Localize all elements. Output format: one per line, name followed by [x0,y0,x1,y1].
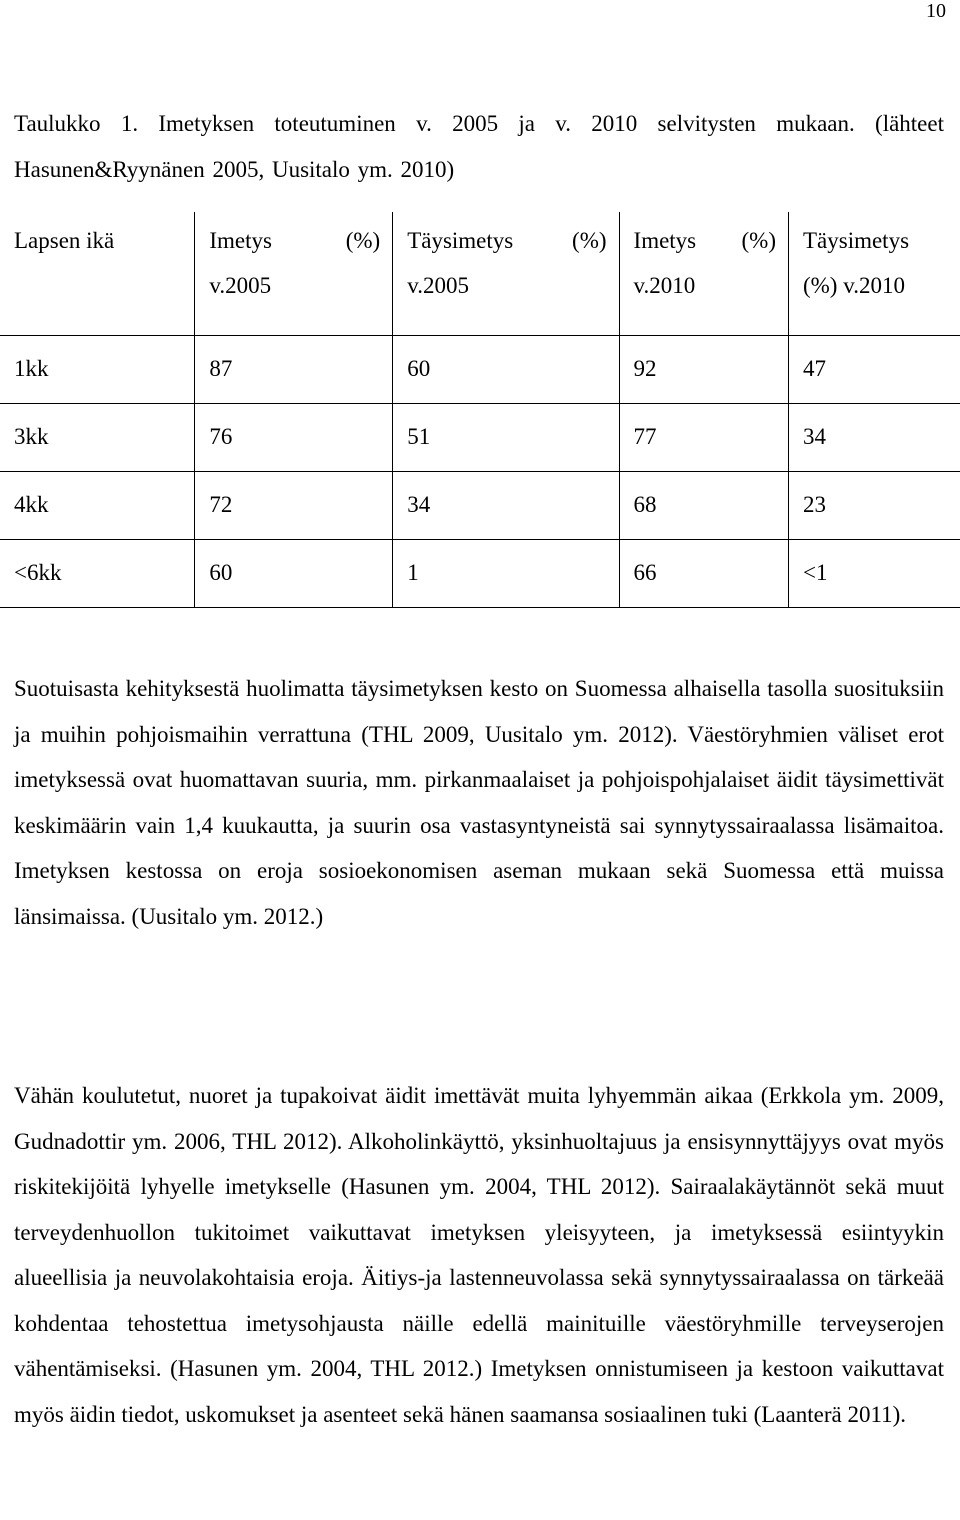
table-cell: 23 [788,472,960,540]
header-unit: (%) [345,228,381,253]
table-cell: 1 [393,540,619,608]
table-cell: <1 [788,540,960,608]
table-cell: 1kk [0,336,195,404]
table-cell: 3kk [0,404,195,472]
table-header-row [0,212,960,336]
breastfeeding-table [0,212,960,608]
header-year: v.2005 [209,273,272,298]
header-cell-imetys-2010 [619,212,788,336]
body-paragraph: Vähän koulutetut, nuoret ja tupakoivat äidit imettävät muita lyhyemmän aikaa (Erkkola ym. 2009, Gudnadottir ym. 2006, THL 2012). Alkoholinkäyttö, yksinhuoltajuus ja ensisynnyttäjyys ovat myös riskitekijöitä lyhyelle imetykselle (Hasunen ym. 2004, THL 2012). Sairaalakäytännöt sekä muut terveydenhuollon tukitoimet vaikuttavat imetyksen yleisyyteen, ja imetyksessä esiintyykin alueellisia ja neuvolakohtaisia eroja. Äitiys-ja lastenneuvolassa sekä synnytyssairaalassa on tärkeää kohdentaa tehostettua imetysohjausta näille edellä mainituille väestöryhmille terveyserojen vähentämiseksi. (Hasunen ym. 2004, THL 2012.) Imetyksen onnistumiseen ja kestoon vaikuttavat myös äidin tiedot, uskomukset ja asenteet sekä hänen saamansa sosiaalinen tuki (Laanterä 2011). [14,1083,944,1427]
table-cell: 87 [195,336,393,404]
header-cell-taysimetys-2005 [393,212,619,336]
table-cell: 60 [393,336,619,404]
table-cell: <6kk [0,540,195,608]
table-cell: 76 [195,404,393,472]
body-paragraph: Suotuisasta kehityksestä huolimatta täysimetyksen kesto on Suomessa alhaisella tasolla suosituksiin ja muihin pohjoismaihin verrattuna (THL 2009, Uusitalo ym. 2012). Väestöryhmien väliset erot imetyksessä ovat huomattavan suuria, mm. pirkanmaalaiset ja pohjoispohjalaiset äidit täysimettivät keskimäärin vain 1,4 kuukautta, ja suurin osa vastasyntyneistä sai synnytyssairaalassa lisämaitoa. Imetyksen kestossa on eroja sosioekonomisen aseman mukaan sekä Suomessa että muissa länsimaissa. (Uusitalo ym. 2012.) [14,676,944,929]
header-label: Imetys [633,228,697,253]
table-row [0,336,960,404]
header-label: Imetys [209,228,272,253]
table-row [0,404,960,472]
header-year: v.2010 [633,273,696,298]
header-unit: (%) [741,228,776,253]
header-cell-age [0,212,195,336]
table-caption: Taulukko 1. Imetyksen toteutuminen v. 2005 ja v. 2010 selvitysten mukaan. (lähteet Hasunen&Ryynänen 2005, Uusitalo ym. 2010) [14,111,944,182]
table-row [0,540,960,608]
table-row [0,472,960,540]
header-label: Täysimetys [802,228,910,253]
header-year: v.2005 [407,273,469,298]
table-cell: 92 [619,336,788,404]
header-cell-taysimetys-2010 [788,212,960,336]
table-cell: 51 [393,404,619,472]
table-cell: 4kk [0,472,195,540]
table-cell: 72 [195,472,393,540]
page-number: 10 [926,0,946,22]
table-cell: 47 [788,336,960,404]
table-cell: 34 [788,404,960,472]
table-cell: 66 [619,540,788,608]
header-unit: (%) [572,228,607,253]
table-cell: 77 [619,404,788,472]
table-cell: 60 [195,540,393,608]
table-cell: 68 [619,472,788,540]
table-cell: 34 [393,472,619,540]
header-cell-imetys-2005 [195,212,393,336]
header-label: Täysimetys [407,228,514,253]
header-year: (%) v.2010 [802,273,905,298]
header-label: Lapsen ikä [14,228,115,253]
